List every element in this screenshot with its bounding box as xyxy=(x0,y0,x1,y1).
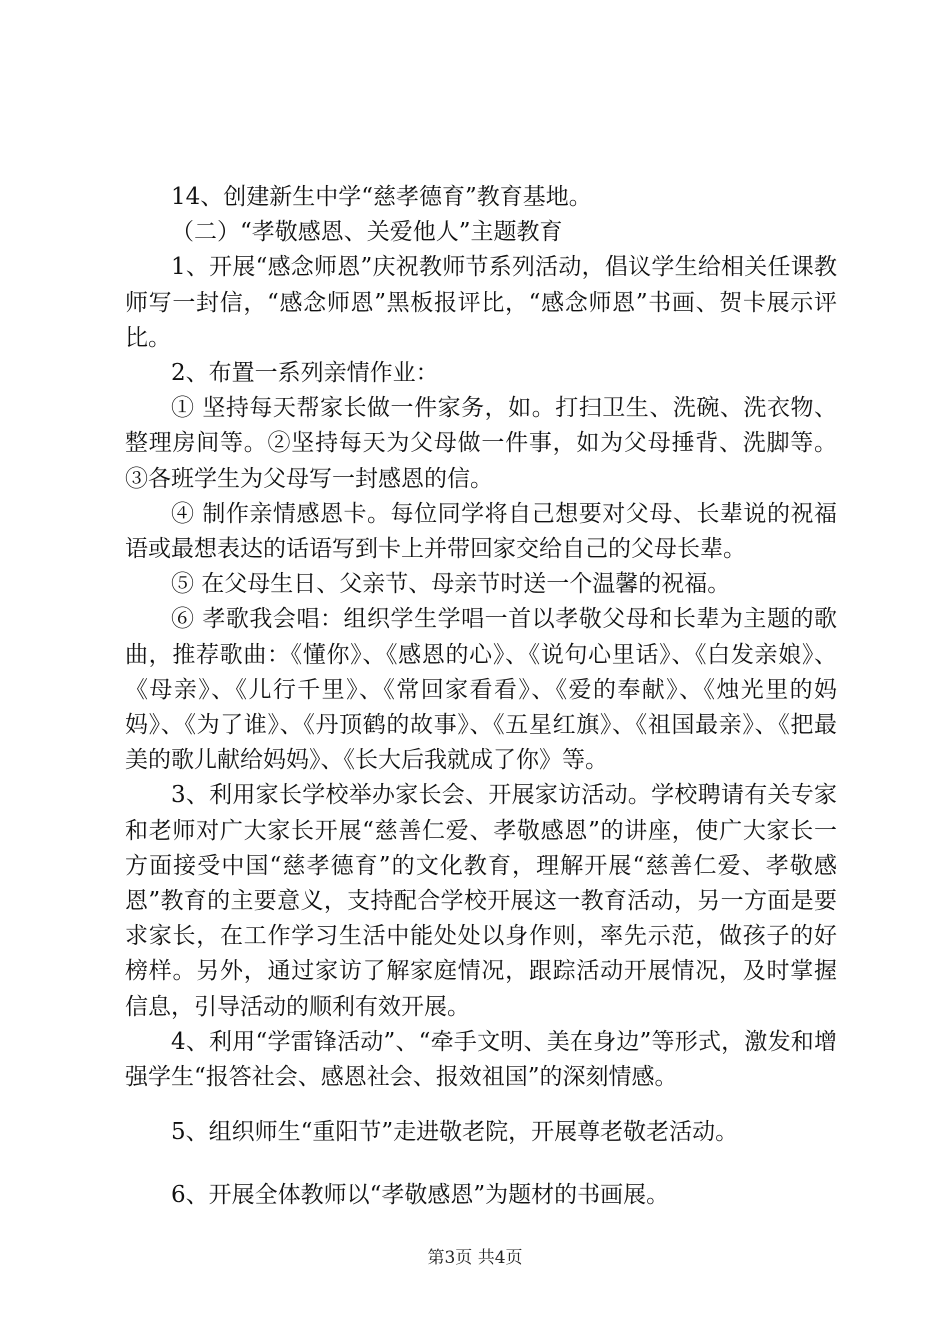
paragraph-subitem-4: ④ 制作亲情感恩卡。每位同学将自己想要对父母、长辈说的祝福语或最想表达的话语写到卡上并带回家交给自己的父母长辈。 xyxy=(125,500,837,563)
paragraph-item-3: 3、利用家长学校举办家长会、开展家访活动。学校聘请有关专家和老师对广大家长开展“慈善仁爱、孝敬感恩”的讲座，使广大家长一方面接受中国“慈孝德育”的文化教育，理解开展“慈善仁爱、孝敬感恩”教育的主要意义，支持配合学校开展这一教育活动，另一方面是要求家长，在工作学习生活中能处处以身作则，率先示范，做孩子的好榜样。另外，通过家访了解家庭情况，跟踪活动开展情况，及时掌握信息，引导活动的顺利有效开展。 xyxy=(125,782,837,1020)
paragraph-item-2: 2、布置一系列亲情作业： xyxy=(171,360,439,387)
page-number-footer: 第3页 共4页 xyxy=(427,1248,523,1268)
paragraph-item-5: 5、组织师生“重阳节”走进敬老院，开展尊老敬老活动。 xyxy=(171,1119,739,1146)
paragraph-item-4: 4、利用“学雷锋活动”、“牵手文明、美在身边”等形式，激发和增强学生“报答社会、感恩社会、报效祖国”的深刻情感。 xyxy=(125,1028,837,1091)
paragraph-item-1: 1、开展“感念师恩”庆祝教师节系列活动，倡议学生给相关任课教师写一封信，“感念师恩”黑板报评比，“感念师恩”书画、贺卡展示评比。 xyxy=(125,254,837,351)
paragraph-subitem-5: ⑤ 在父母生日、父亲节、母亲节时送一个温馨的祝福。 xyxy=(171,571,731,598)
paragraph-subitem-1-3: ① 坚持每天帮家长做一件家务，如。打扫卫生、洗碗、洗衣物、整理房间等。②坚持每天为父母做一件事，如为父母捶背、洗脚等。③各班学生为父母写一封感恩的信。 xyxy=(125,395,837,492)
paragraph-subitem-6: ⑥ 孝歌我会唱：组织学生学唱一首以孝敬父母和长辈为主题的歌曲，推荐歌曲：《懂你》、《感恩的心》、《说句心里话》、《白发亲娘》、《母亲》、《儿行千里》、《常回家看看》、《爱的奉献》、《烛光里的妈妈》、《为了谁》、《丹顶鹤的故事》、《五星红旗》、《祖国最亲》、《把最美的歌儿献给妈妈》、《长大后我就成了你》等。 xyxy=(125,606,837,774)
paragraph-item-6: 6、开展全体教师以“孝敬感恩”为题材的书画展。 xyxy=(171,1182,670,1209)
paragraph-14-base: 14、创建新生中学“慈孝德育”教育基地。 xyxy=(171,184,592,210)
section-heading-2: （二）“孝敬感恩、关爱他人”主题教育 xyxy=(171,219,563,246)
document-body xyxy=(125,180,837,1214)
